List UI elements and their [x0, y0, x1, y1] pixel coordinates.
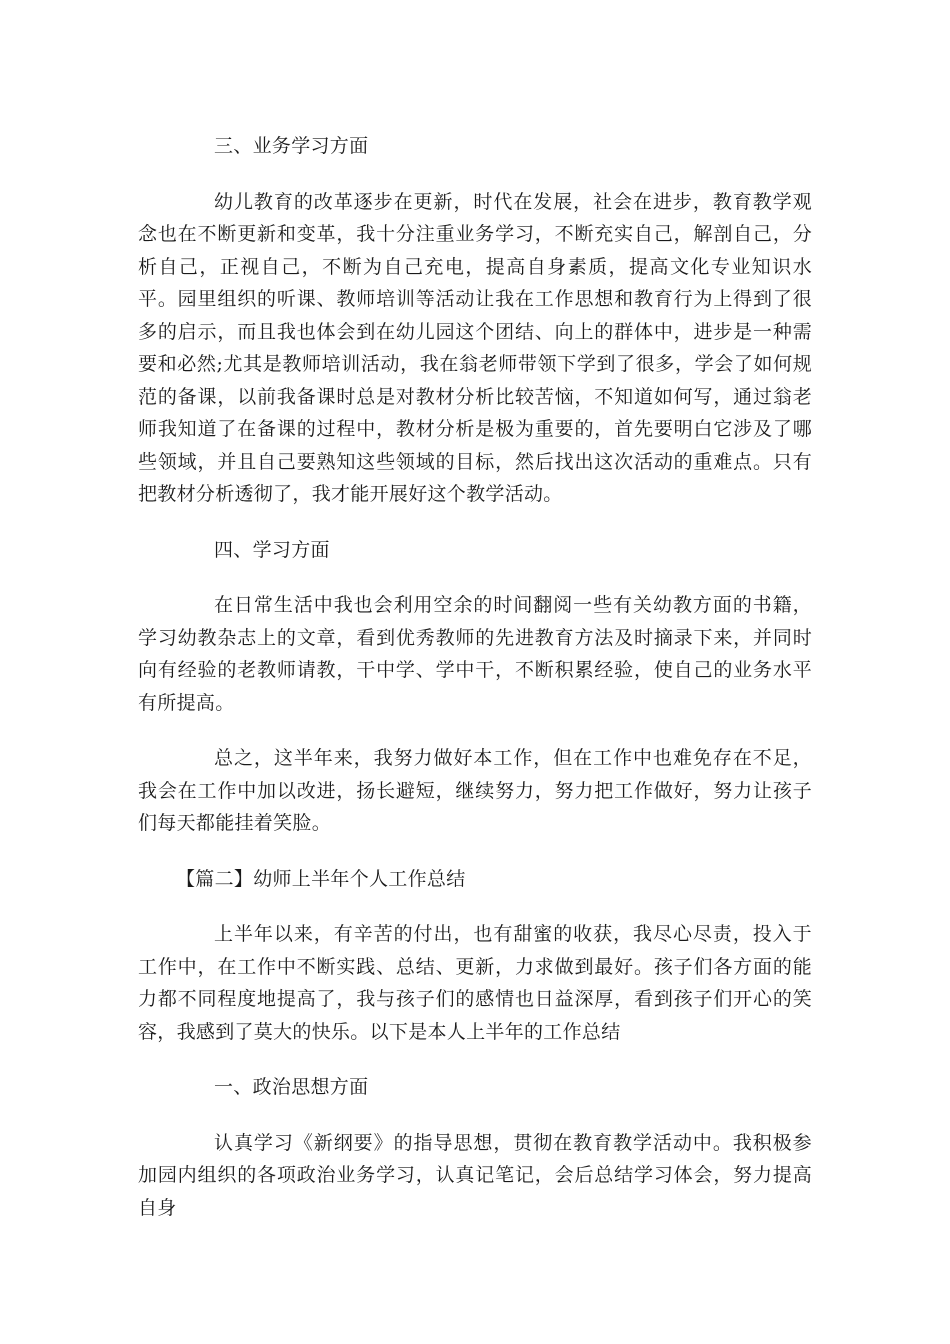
paragraph-study: 在日常生活中我也会利用空余的时间翻阅一些有关幼教方面的书籍，学习幼教杂志上的文章，看到优秀教师的先进教育方法及时摘录下来，并同时向有经验的老教师请教，干中学、学中干，不断积累经验，使自己的业务水平有所提高。 [138, 594, 812, 714]
article-title-part-two: 【篇二】幼师上半年个人工作总结 [176, 867, 466, 890]
document-body [138, 130, 812, 1247]
paragraph-summary: 总之，这半年来，我努力做好本工作，但在工作中也难免存在不足，我会在工作中加以改进，扬长避短，继续努力，努力把工作做好，努力让孩子们每天都能挂着笑脸。 [138, 747, 812, 834]
section-heading-political: 一、政治思想方面 [214, 1076, 369, 1098]
section-heading-study: 四、学习方面 [214, 538, 330, 561]
paragraph-business-study: 幼儿教育的改革逐步在更新，时代在发展，社会在进步，教育教学观念也在不断更新和变革，我十分注重业务学习，不断充实自己，解剖自己，分析自己，正视自己，不断为自己充电，提高自身素质，提高文化专业知识水平。园里组织的听课、教师培训等活动让我在工作思想和教育行为上得到了很多的启示，而且我也体会到在幼儿园这个团结、向上的群体中，进步是一种需要和必然;尤其是教师培训活动，我在翁老师带领下学到了很多，学会了如何规范的备课，以前我备课时总是对教材分析比较苦恼，不知道如何写，通过翁老师我知道了在备课的过程中，教材分析是极为重要的，首先要明白它涉及了哪些领域，并且自己要熟知这些领域的目标，然后找出这次活动的重难点。只有把教材分析透彻了，我才能开展好这个教学活动。 [138, 190, 812, 505]
paragraph-political: 认真学习《新纲要》的指导思想，贯彻在教育教学活动中。我积极参加园内组织的各项政治业务学习，认真记笔记，会后总结学习体会，努力提高自身 [138, 1131, 812, 1219]
paragraph-intro-part-two: 上半年以来，有辛苦的付出，也有甜蜜的收获，我尽心尽责，投入于工作中，在工作中不断实践、总结、更新，力求做到最好。孩子们各方面的能力都不同程度地提高了，我与孩子们的感情也日益深厚，看到孩子们开心的笑容，我感到了莫大的快乐。以下是本人上半年的工作总结 [138, 923, 812, 1043]
section-heading-business-study: 三、业务学习方面 [214, 135, 369, 157]
